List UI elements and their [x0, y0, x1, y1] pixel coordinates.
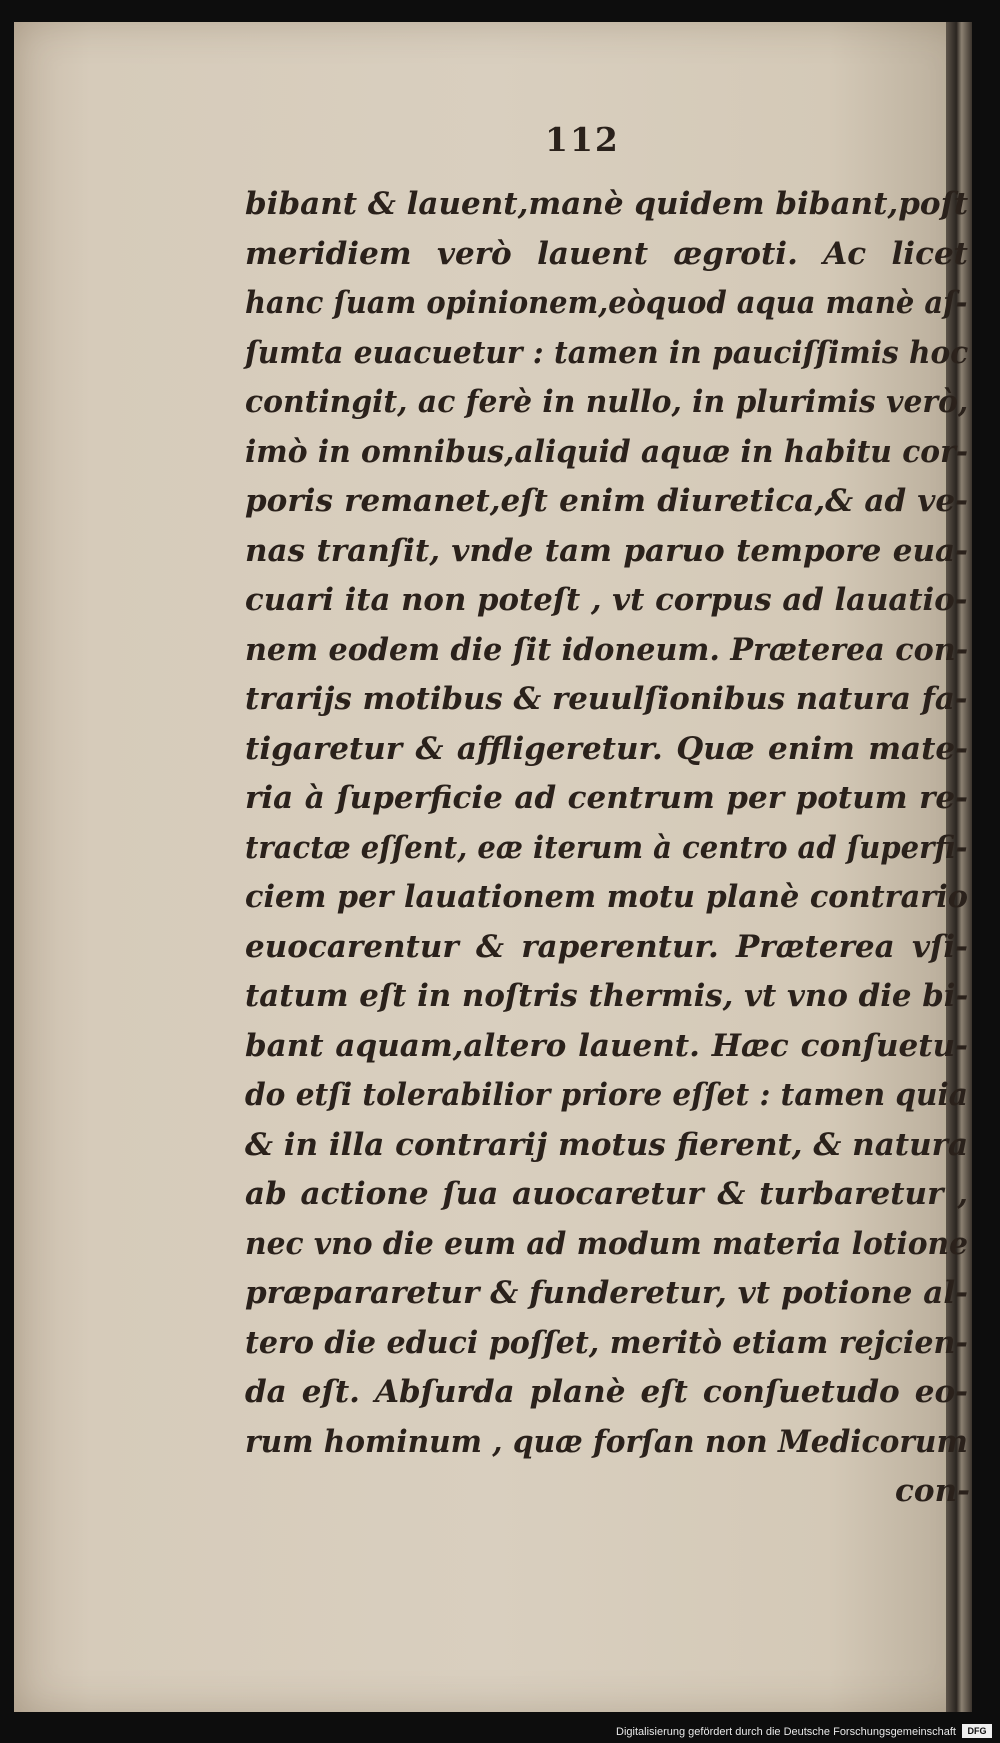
text-line: trarijs motibus & reuulſionibus natura fa- — [245, 681, 968, 717]
text-line: ciem per lauationem motu planè contrario — [245, 879, 968, 915]
text-line: tigaretur & affligeretur. Quæ enim mate- — [245, 730, 968, 767]
text-line: meridiem verò lauent ægroti. Ac licet — [245, 235, 968, 272]
text-line: nem eodem die ſit idoneum. Præterea con- — [245, 631, 969, 668]
text-line: & in illa contrarij motus fierent, & natura — [245, 1126, 969, 1163]
text-line: præpararetur & funderetur, vt potione al- — [245, 1275, 968, 1311]
text-line: ab actione ſua auocaretur & turbaretur , — [245, 1176, 968, 1212]
text-line: rum hominum , quæ forſan non Medicorum — [245, 1423, 968, 1460]
page-number: 112 — [545, 120, 620, 159]
digitization-footer — [0, 1717, 1000, 1743]
text-line: nec vno die eum ad modum materia lotione — [245, 1225, 969, 1262]
text-line: bant aquam,altero lauent. Hæc conſuetu- — [245, 1027, 968, 1064]
dfg-logo: DFG — [962, 1724, 992, 1738]
text-line: tractæ eſſent, eæ iterum à centro ad ſuperfi- — [245, 829, 968, 866]
text-line: imò in omnibus,aliquid aquæ in habitu cor- — [245, 433, 969, 470]
text-line: contingit, ac ferè in nullo, in plurimis verò, — [245, 384, 969, 420]
text-line: poris remanet,eſt enim diuretica,& ad ve- — [245, 483, 968, 519]
text-line: tatum eſt in noſtris thermis, vt vno die bi- — [245, 978, 969, 1014]
text-line: cuari ita non poteſt , vt corpus ad lauatio- — [245, 582, 968, 618]
text-line: nas tranſit, vnde tam paruo tempore eua- — [245, 532, 968, 569]
text-line: bibant & lauent,manè quidem bibant,poſt — [245, 186, 969, 222]
text-lines — [245, 180, 980, 1517]
text-line: do etſi tolerabilior priore eſſet : tamen quia — [245, 1077, 968, 1113]
text-line: euocarentur & raperentur. Præterea vſi- — [245, 928, 968, 965]
text-line: tero die educi poſſet, meritò etiam rejcien- — [245, 1324, 968, 1361]
text-line: da eſt. Abſurda planè eſt conſuetudo eo- — [245, 1374, 968, 1410]
funding-credit: Digitalisierung gefördert durch die Deutsche Forschungsgemeinschaft — [616, 1726, 956, 1738]
text-line: ria à ſuperficie ad centrum per potum re- — [245, 780, 968, 816]
catchword: con- — [895, 1473, 970, 1509]
text-line: ſumta euacuetur : tamen in pauciſſimis hoc — [245, 334, 969, 371]
text-line: hanc ſuam opinionem,eòquod aqua manè aſ- — [245, 285, 968, 321]
